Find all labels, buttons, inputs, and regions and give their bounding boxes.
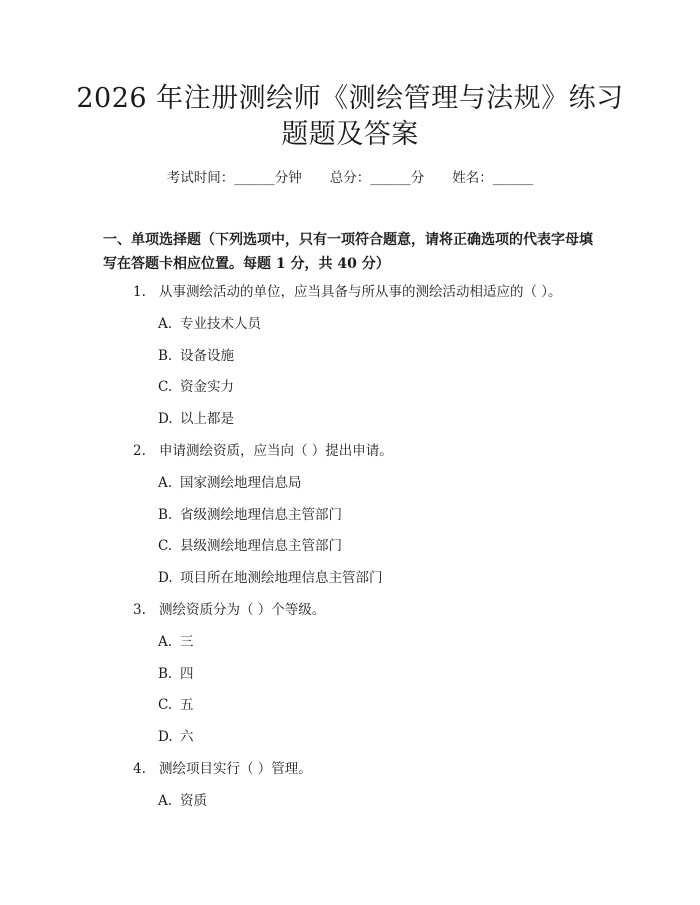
option-letter: A. xyxy=(158,793,173,809)
question-1-option-c xyxy=(158,377,234,397)
option-text: 五 xyxy=(180,697,194,713)
name-field: 姓名：______ xyxy=(452,170,534,186)
option-text: 设备设施 xyxy=(180,348,234,364)
option-letter: D. xyxy=(158,411,173,427)
question-number: 3. xyxy=(133,602,146,618)
question-3-option-b xyxy=(158,664,194,684)
option-text: 资金实力 xyxy=(180,379,234,395)
option-text: 三 xyxy=(180,634,194,650)
question-2-option-b xyxy=(158,505,342,525)
question-1-option-b xyxy=(158,346,234,366)
question-4 xyxy=(133,759,312,779)
question-1 xyxy=(133,282,562,302)
option-text: 以上都是 xyxy=(180,411,234,427)
question-text: 申请测绘资质，应当向（ ）提出申请。 xyxy=(159,443,393,459)
option-letter: B. xyxy=(158,507,173,523)
option-letter: D. xyxy=(158,570,173,586)
question-number: 1. xyxy=(133,284,146,300)
option-letter: D. xyxy=(158,729,173,745)
document-title-line-2: 题题及答案 xyxy=(281,119,419,150)
option-text: 省级测绘地理信息主管部门 xyxy=(180,507,342,523)
option-text: 资质 xyxy=(180,793,207,809)
question-2-option-a xyxy=(158,473,302,493)
question-4-option-a xyxy=(158,791,207,811)
question-2-option-c xyxy=(158,536,342,556)
option-letter: B. xyxy=(158,348,173,364)
question-1-option-a xyxy=(158,314,261,334)
option-letter: C. xyxy=(158,538,173,554)
exam-time-field: 考试时间：______分钟 xyxy=(166,170,302,186)
option-letter: A. xyxy=(158,475,173,491)
option-text: 国家测绘地理信息局 xyxy=(180,475,302,491)
document-title-line-1: 2026 年注册测绘师《测绘管理与法规》练习 xyxy=(76,83,624,114)
question-text: 从事测绘活动的单位，应当具备与所从事的测绘活动相适应的（ ）。 xyxy=(159,284,562,300)
option-text: 专业技术人员 xyxy=(180,316,261,332)
option-text: 六 xyxy=(180,729,194,745)
question-text: 测绘资质分为（ ）个等级。 xyxy=(159,602,326,618)
question-text: 测绘项目实行（ ）管理。 xyxy=(159,761,312,777)
option-text: 四 xyxy=(180,666,194,682)
question-2 xyxy=(133,441,393,461)
option-letter: C. xyxy=(158,379,173,395)
question-number: 2. xyxy=(133,443,146,459)
question-number: 4. xyxy=(133,761,146,777)
question-3-option-d xyxy=(158,727,194,747)
question-3 xyxy=(133,600,325,620)
option-letter: B. xyxy=(158,666,173,682)
question-3-option-c xyxy=(158,695,194,715)
section-heading-line-1: 一、单项选择题（下列选项中，只有一项符合题意，请将正确选项的代表字母填 xyxy=(103,232,593,248)
option-letter: C. xyxy=(158,697,173,713)
option-text: 县级测绘地理信息主管部门 xyxy=(180,538,342,554)
option-letter: A. xyxy=(158,316,173,332)
question-2-option-d xyxy=(158,568,383,588)
question-3-option-a xyxy=(158,632,194,652)
question-1-option-d xyxy=(158,409,234,429)
option-letter: A. xyxy=(158,634,173,650)
total-score-field: 总分：______分 xyxy=(329,170,425,186)
exam-meta xyxy=(0,168,700,188)
section-heading-line-2: 写在答题卡相应位置。每题 1 分，共 40 分） xyxy=(103,256,390,272)
option-text: 项目所在地测绘地理信息主管部门 xyxy=(180,570,383,586)
